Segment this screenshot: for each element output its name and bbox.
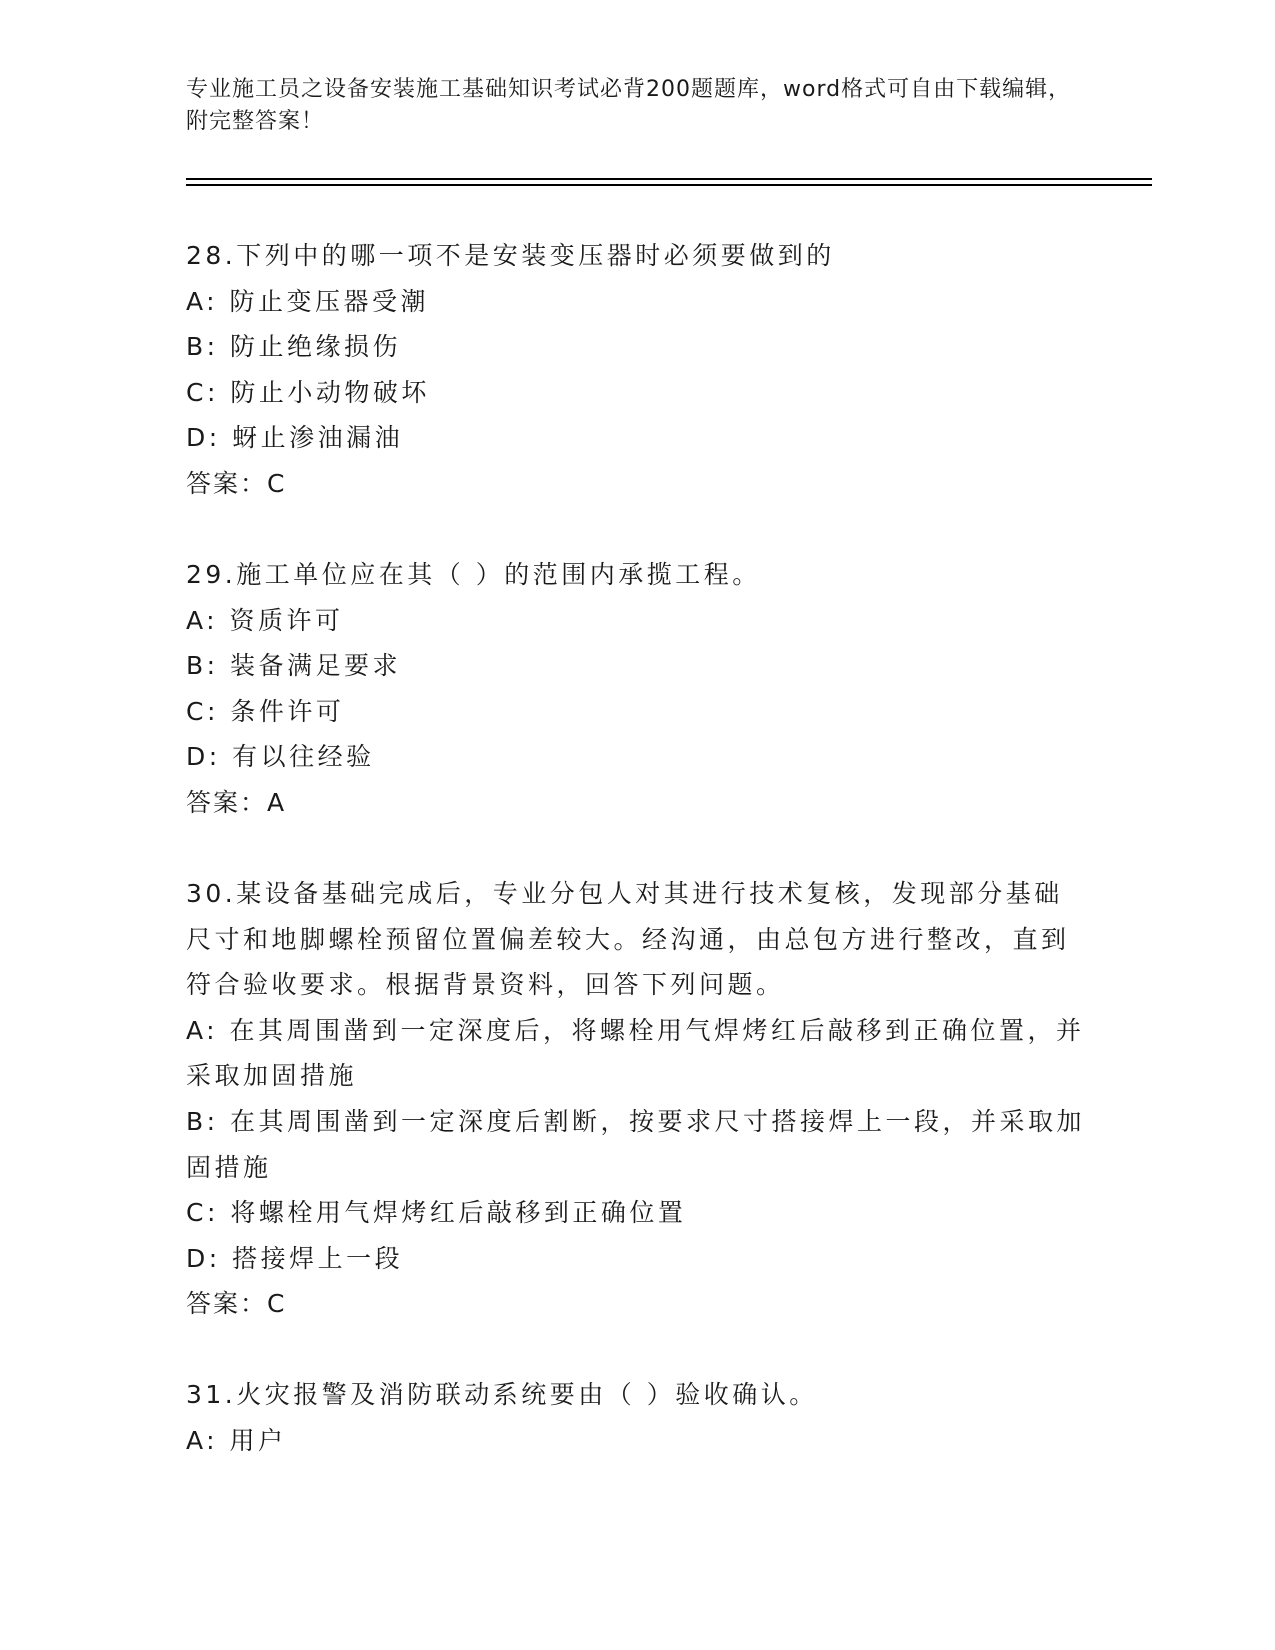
option-a: A: 在其周围凿到一定深度后，将螺栓用气焊烤红后敲移到正确位置，并采取加固措施 [186,1015,1085,1091]
question-31 [186,1372,1086,1463]
option-a: A: 资质许可 [186,605,344,635]
option-b: B: 防止绝缘损伤 [186,332,402,362]
option-b: B: 装备满足要求 [186,651,402,681]
question-30 [186,871,1086,1327]
option-d: D: 有以往经验 [186,742,375,772]
question-28 [186,233,1086,507]
answer-line: 答案：C [186,1289,287,1319]
answer-line: 答案：C [186,468,287,498]
document-intro: 专业施工员之设备安装施工基础知识考试必背200题题库，word格式可自由下载编辑，附完整答案！ [186,77,1072,134]
option-c: C: 条件许可 [186,696,345,726]
option-d: D: 蚜止渗油漏油 [186,423,404,453]
answer-line: 答案：A [186,787,287,817]
option-a: A: 防止变压器受潮 [186,286,430,316]
question-stem: 31.火灾报警及消防联动系统要由（ ）验收确认。 [186,1380,818,1409]
header-divider-bottom [186,184,1152,186]
option-b: B: 在其周围凿到一定深度后割断，按要求尺寸搭接焊上一段，并采取加固措施 [186,1106,1086,1182]
header-divider-top [186,178,1152,180]
question-stem: 30.某设备基础完成后，专业分包人对其进行技术复核，发现部分基础尺寸和地脚螺栓预留位置偏差较大。经沟通，由总包方进行整改，直到符合验收要求。根据背景资料，回答下列问题。 [186,879,1070,1000]
question-stem: 29.施工单位应在其（ ）的范围内承揽工程。 [186,560,761,589]
option-c: C: 将螺栓用气焊烤红后敲移到正确位置 [186,1198,687,1228]
question-29 [186,552,1086,826]
option-c: C: 防止小动物破坏 [186,377,430,407]
question-stem: 28.下列中的哪一项不是安装变压器时必须要做到的 [186,241,835,270]
option-d: D: 搭接焊上一段 [186,1243,404,1273]
option-a: A: 用户 [186,1425,287,1455]
